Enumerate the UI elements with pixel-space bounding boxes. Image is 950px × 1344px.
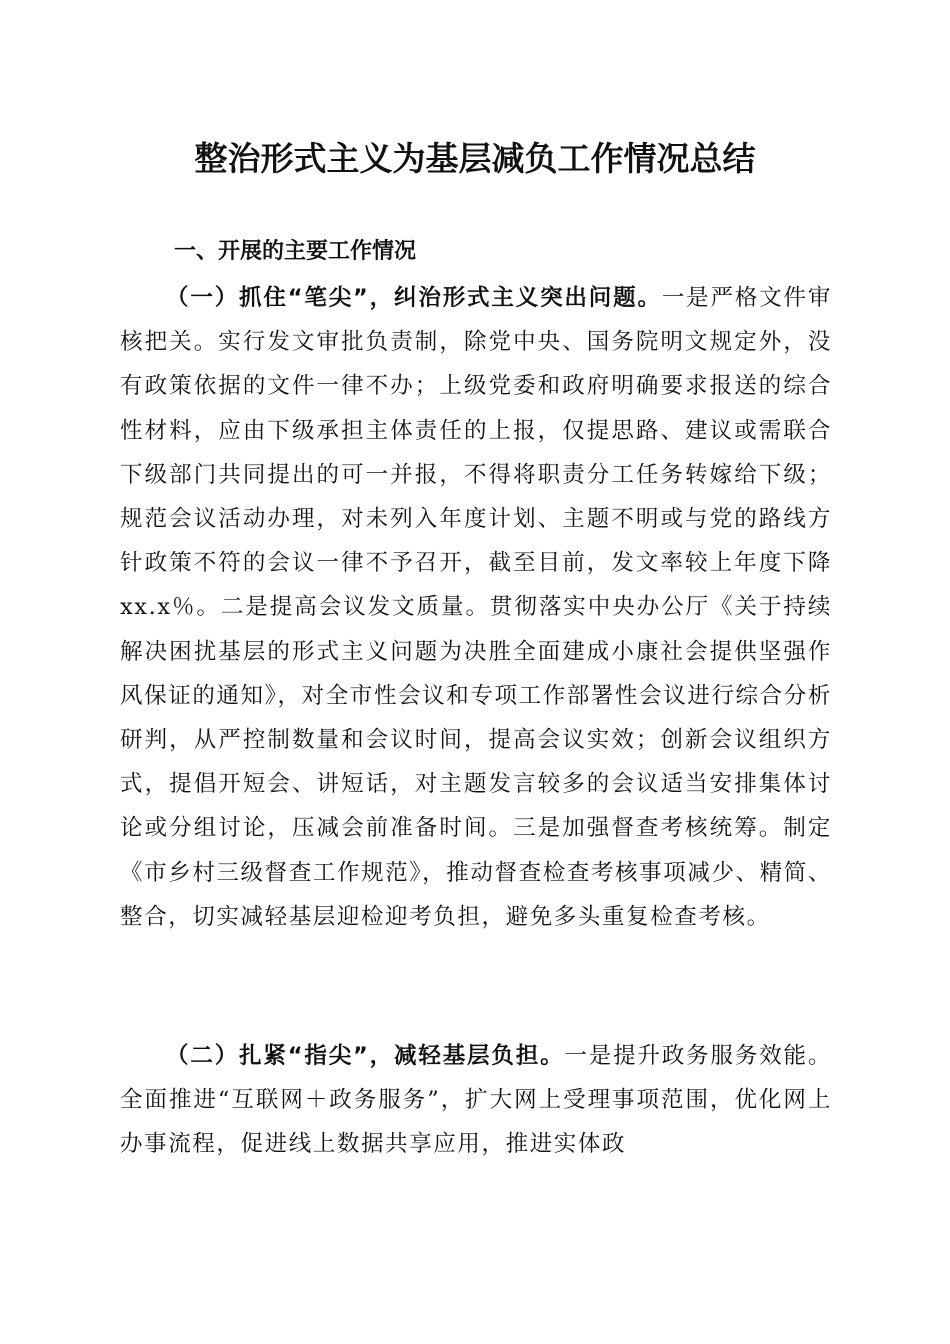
document-title: 整治形式主义为基层减负工作情况总结 bbox=[194, 139, 756, 178]
paragraph-1-body: 一是严格文件审核把关。实行发文审批负责制，除党中央、国务院明文规定外，没有政策依据的文件一律不办；上级党委和政府明确要求报送的综合性材料，应由下级承担主体责任的上报，仅提思路、建议或需联合下级部门共同提出的可一并报，不得将职责分工任务转嫁给下级；规范会议活动办理，对未列入年度计划、主题不明或与党的路线方针政策不符的会议一律不予召开，截至目前，发文率较上年度下降xx.x％。二是提高会议发文质量。贯彻落实中央办公厅《关于持续解决困扰基层的形式主义问题为决胜全面建成小康社会提供坚强作风保证的通知》，对全市性会议和专项工作部署性会议进行综合分析研判，从严控制数量和会议时间，提高会议实效；创新会议组织方式，提倡开短会、讲短话，对主题发言较多的会议适当安排集体讨论或分组讨论，压减会前准备时间。三是加强督查考核统筹。制定《市乡村三级督查工作规范》，推动督查检查考核事项减少、精简、整合，切实减轻基层迎检迎考负担，避免多头重复检查考核。 bbox=[120, 285, 832, 930]
paragraph-2-lead: （二）扎紧“指尖”，减轻基层负担。 bbox=[166, 1043, 565, 1069]
paragraph-1-lead: （一）抓住“笔尖”，纠治形式主义突出问题。 bbox=[166, 285, 662, 311]
paragraph-2 bbox=[120, 1034, 832, 1167]
paragraph-1 bbox=[120, 276, 832, 939]
section-heading: 一、开展的主要工作情况 bbox=[174, 239, 417, 264]
paragraph-2-body: 一是提升政务服务效能。全面推进“互联网＋政务服务”，扩大网上受理事项范围，优化网上办事流程，促进线上数据共享应用，推进实体政 bbox=[120, 1043, 832, 1158]
